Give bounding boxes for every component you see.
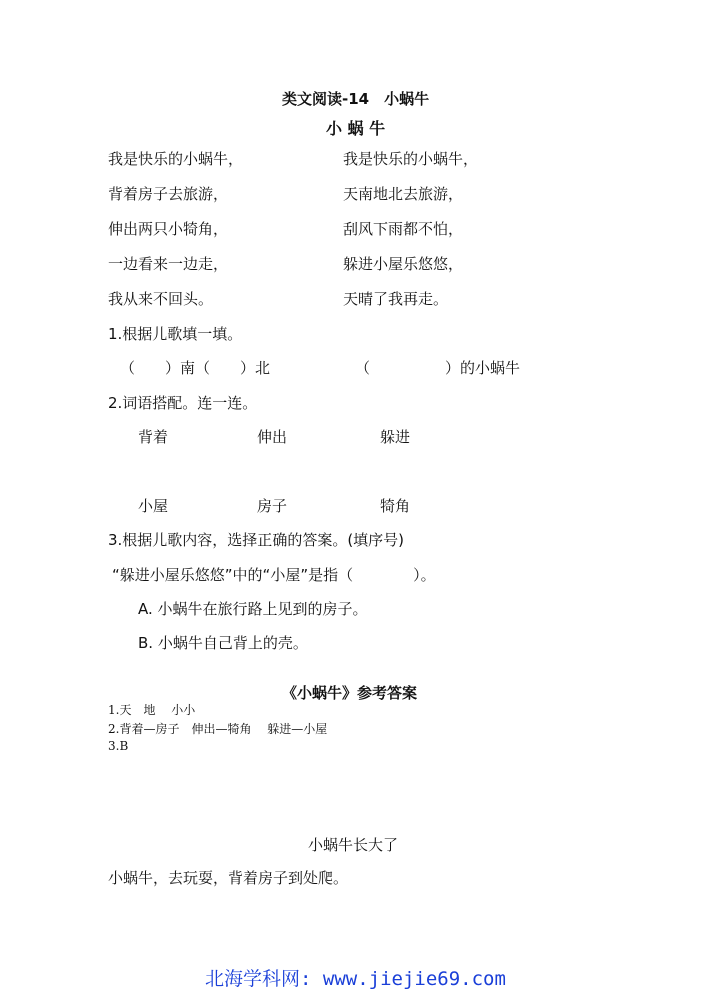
- footer-site-link[interactable]: 北海学科网: www.jiejie69.com: [205, 968, 506, 990]
- next-passage-title: 小蜗牛长大了: [308, 836, 399, 854]
- poem-left-line-3: 伸出两只小犄角，: [108, 220, 229, 238]
- match-bottom-word-1[interactable]: 小屋: [138, 497, 169, 515]
- question-1-label: 1.根据儿歌填一填。: [108, 325, 243, 343]
- question-3-option-a: A. 小蜗牛在旅行路上见到的房子。: [138, 600, 368, 618]
- poem-right-line-5: 天晴了我再走。: [343, 290, 449, 308]
- question-3-prompt[interactable]: “躲进小屋乐悠悠”中的“小屋”是指（ ）。: [112, 566, 436, 584]
- answer-line-2: 2.背着—房子 伸出—犄角 躲进—小屋: [108, 722, 328, 736]
- poem-left-line-2: 背着房子去旅游，: [108, 185, 229, 203]
- match-top-word-3[interactable]: 躲进: [380, 428, 411, 446]
- question-1-blank-snail[interactable]: （ ）的小蜗牛: [355, 359, 521, 377]
- poem-title: 小 蜗 牛: [326, 119, 386, 138]
- next-passage-line: 小蜗牛，去玩耍，背着房子到处爬。: [108, 869, 349, 887]
- poem-right-line-1: 我是快乐的小蜗牛，: [343, 150, 479, 168]
- match-bottom-word-2[interactable]: 房子: [257, 497, 288, 515]
- page-title: 类文阅读-14 小蜗牛: [282, 90, 430, 108]
- question-2-label: 2.词语搭配。连一连。: [108, 394, 258, 412]
- poem-right-line-2: 天南地北去旅游，: [343, 185, 464, 203]
- question-3-label: 3.根据儿歌内容，选择正确的答案。(填序号): [108, 531, 405, 549]
- answer-line-3: 3.B: [108, 739, 129, 753]
- poem-left-line-5: 我从来不回头。: [108, 290, 214, 308]
- answers-title: 《小蜗牛》参考答案: [282, 684, 418, 702]
- question-3-option-b: B. 小蜗牛自己背上的壳。: [138, 634, 308, 652]
- poem-right-line-4: 躲进小屋乐悠悠，: [343, 255, 464, 273]
- match-top-word-2[interactable]: 伸出: [257, 428, 288, 446]
- match-top-word-1[interactable]: 背着: [138, 428, 169, 446]
- question-1-blank-direction[interactable]: （ ）南（ ）北: [120, 359, 271, 377]
- poem-left-line-1: 我是快乐的小蜗牛，: [108, 150, 244, 168]
- answer-line-1: 1.天 地 小小: [108, 703, 196, 717]
- poem-right-line-3: 刮风下雨都不怕，: [343, 220, 464, 238]
- poem-left-line-4: 一边看来一边走，: [108, 255, 229, 273]
- match-bottom-word-3[interactable]: 犄角: [380, 497, 411, 515]
